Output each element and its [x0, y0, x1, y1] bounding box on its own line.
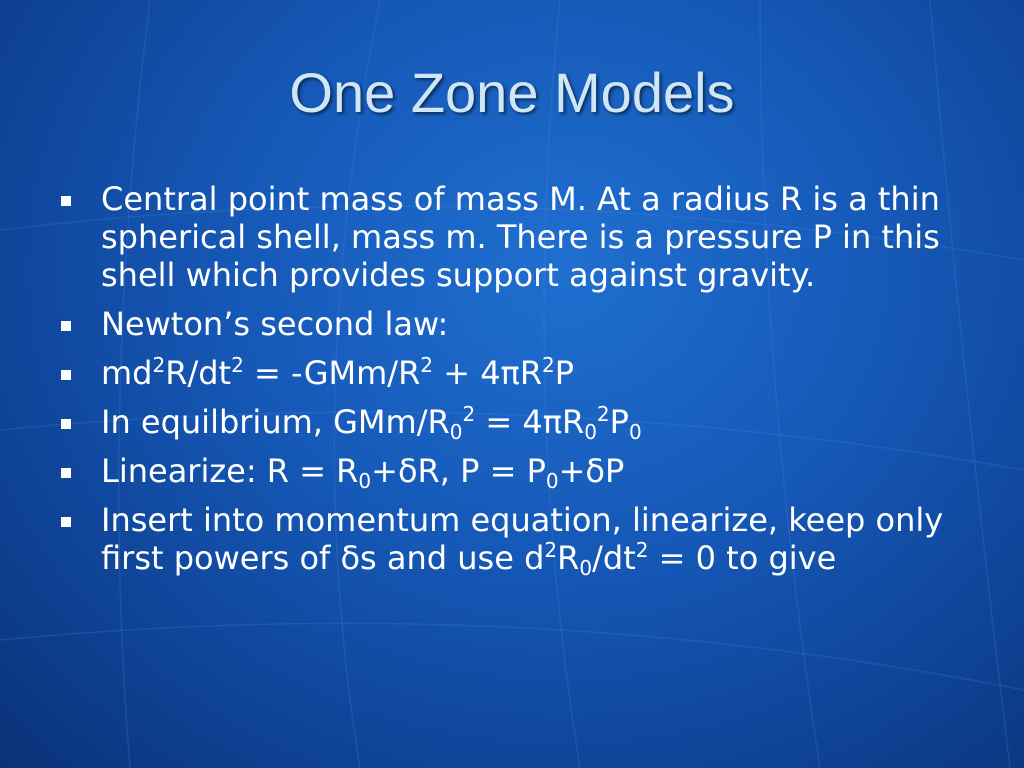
- text-part: P: [554, 354, 575, 392]
- text-part: + 4πR: [433, 354, 543, 392]
- square-bullet-icon: [61, 419, 71, 429]
- text-part: Linearize: R = R: [101, 452, 359, 490]
- equation-text: [101, 501, 944, 580]
- superscript: 2: [231, 353, 244, 377]
- bullet-item: [55, 501, 975, 580]
- bullet-text: Central point mass of mass M. At a radius R is a thin spherical shell, mass m. There is a pressure P in this shell which provides support against gravity.: [101, 180, 940, 294]
- text-part: = -GMm/R: [243, 354, 421, 392]
- bullet-item: [55, 180, 975, 294]
- text-part: +δR, P = P: [371, 452, 546, 490]
- superscript: 2: [544, 538, 558, 562]
- superscript: 2: [596, 402, 610, 426]
- text-part: /dt: [592, 539, 636, 577]
- square-bullet-icon: [61, 468, 71, 478]
- equation-text: [101, 402, 642, 444]
- subscript: 0: [584, 420, 597, 444]
- text-part: +δP: [558, 452, 625, 490]
- bullet-item: [55, 402, 975, 444]
- equation-text: [101, 452, 625, 493]
- square-bullet-icon: [61, 321, 71, 331]
- bullet-item: [55, 452, 975, 493]
- subscript: 0: [545, 469, 559, 493]
- bullet-text: Newton’s second law:: [101, 305, 449, 343]
- superscript: 2: [542, 353, 555, 377]
- superscript: 2: [420, 353, 434, 377]
- square-bullet-icon: [61, 517, 71, 527]
- superscript: 2: [152, 353, 166, 377]
- bullet-item: [55, 305, 975, 343]
- text-part: = 0 to give: [648, 539, 837, 577]
- text-part: P: [609, 403, 629, 441]
- bullet-list: [55, 180, 975, 588]
- slide-title: One Zone Models: [289, 61, 735, 124]
- subscript: 0: [628, 420, 642, 444]
- text-part: R/dt: [165, 354, 232, 392]
- square-bullet-icon: [61, 370, 71, 380]
- subscript: 0: [358, 469, 372, 493]
- text-part: R: [557, 539, 580, 577]
- subscript: 0: [449, 420, 463, 444]
- square-bullet-icon: [61, 196, 71, 206]
- superscript: 2: [635, 538, 649, 562]
- text-part: Insert into momentum equation, linearize, keep only first powers of δs and use d: [101, 501, 944, 577]
- text-part: In equilbrium, GMm/R: [101, 403, 450, 441]
- equation-text: [101, 354, 574, 392]
- subscript: 0: [579, 556, 593, 580]
- text-part: md: [101, 354, 153, 392]
- superscript: 2: [462, 402, 476, 426]
- text-part: = 4πR: [475, 403, 585, 441]
- bullet-item: [55, 354, 975, 392]
